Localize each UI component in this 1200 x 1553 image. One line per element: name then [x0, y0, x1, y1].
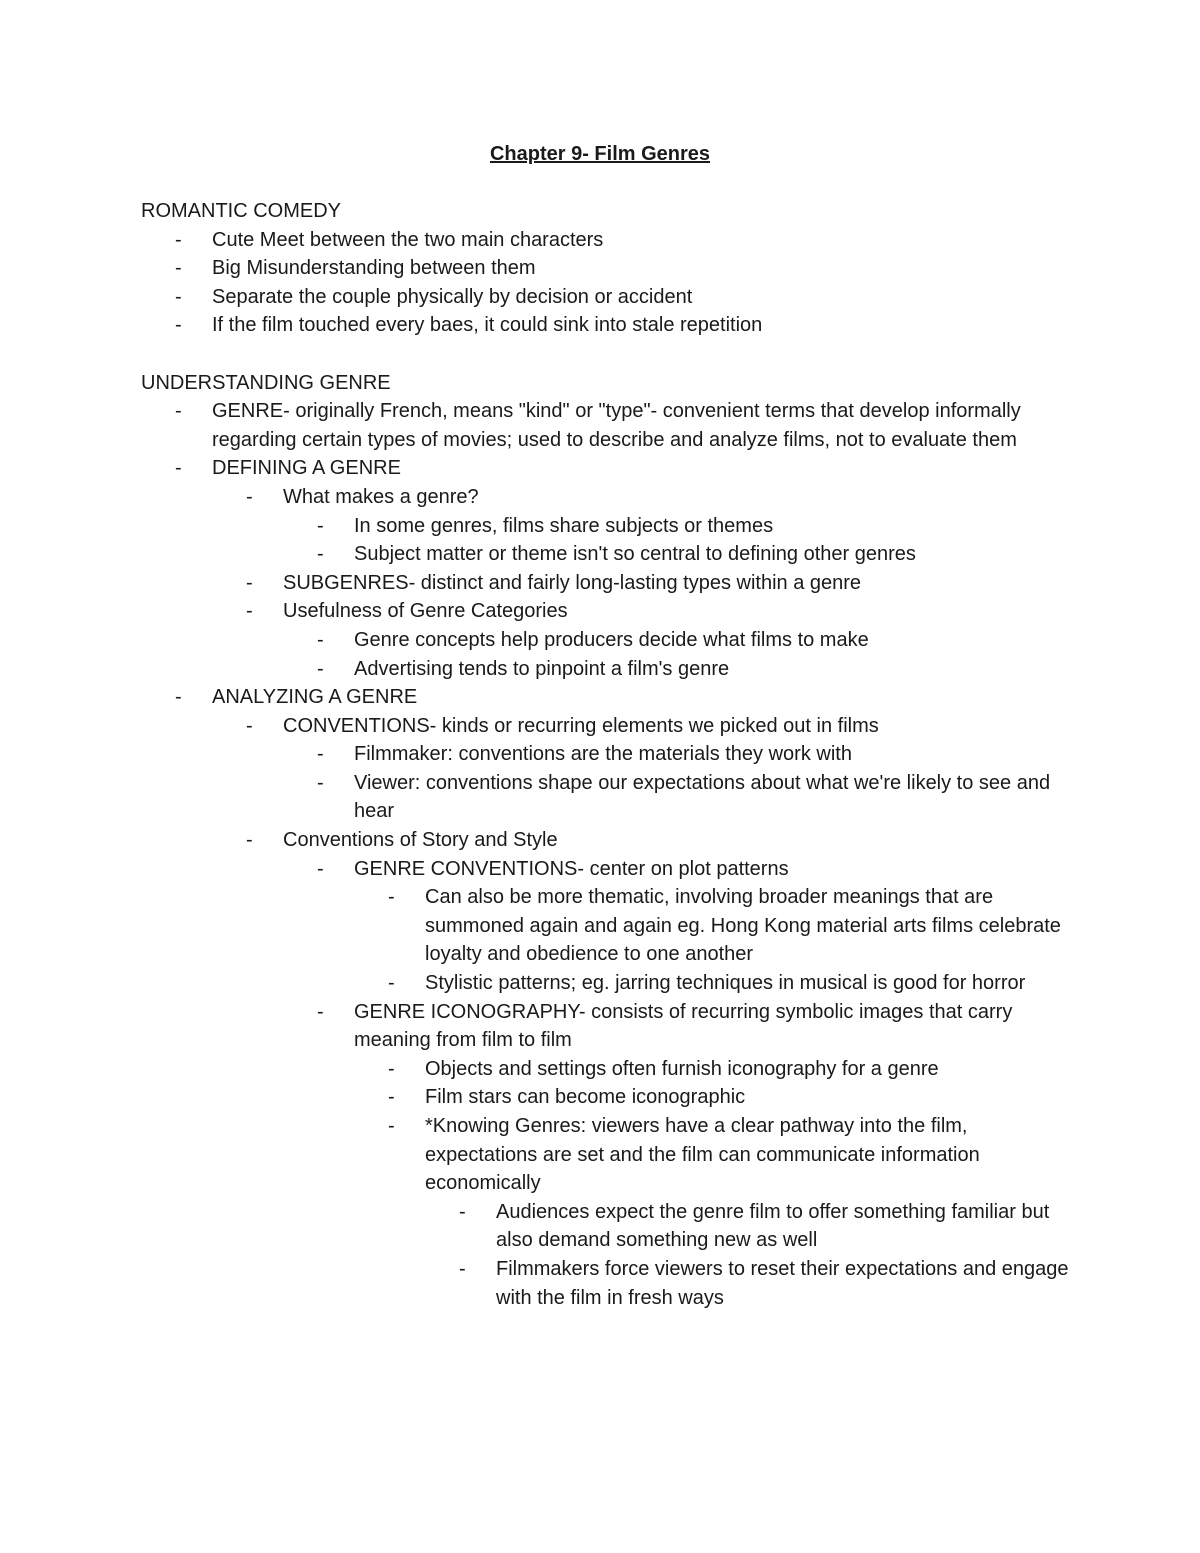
- list-item-text: If the film touched every baes, it could sink into stale repetition: [212, 314, 763, 337]
- dash-bullet-icon: -: [317, 743, 324, 766]
- list-item-text: DEFINING A GENRE: [212, 457, 401, 480]
- list-item: [212, 483, 1071, 569]
- page-title: Chapter 9- Film Genres: [489, 143, 711, 165]
- dash-bullet-icon: -: [459, 1257, 466, 1280]
- dash-bullet-icon: -: [175, 400, 182, 423]
- list-item: [141, 397, 1071, 454]
- section-heading: ROMANTIC COMEDY: [141, 200, 341, 222]
- list-item: [212, 597, 1071, 683]
- list-item-text: Objects and settings often furnish iconography for a genre: [425, 1057, 939, 1080]
- bullet-list: [141, 397, 1071, 1312]
- list-item-text: Advertising tends to pinpoint a film's genre: [354, 657, 730, 680]
- list-item: [283, 740, 1071, 769]
- list-item-text: Usefulness of Genre Categories: [283, 600, 568, 623]
- list-item-text: GENRE ICONOGRAPHY- consists of recurring symbolic images that carry meaning from film to film: [354, 1000, 1013, 1052]
- sub-bullet-list: [283, 740, 1071, 826]
- list-item: [425, 1198, 1071, 1255]
- dash-bullet-icon: -: [175, 228, 182, 251]
- dash-bullet-icon: -: [317, 543, 324, 566]
- dash-bullet-icon: -: [175, 257, 182, 280]
- list-item: [141, 226, 1071, 255]
- sub-bullet-list: [283, 855, 1071, 1313]
- list-item: [283, 540, 1071, 569]
- dash-bullet-icon: -: [246, 829, 253, 852]
- list-item: [141, 254, 1071, 283]
- list-item: [283, 512, 1071, 541]
- dash-bullet-icon: -: [175, 457, 182, 480]
- list-item: [354, 969, 1071, 998]
- list-item: [354, 1055, 1071, 1084]
- list-item: [283, 769, 1071, 826]
- dash-bullet-icon: -: [175, 686, 182, 709]
- list-item: [354, 1083, 1071, 1112]
- list-item-text: GENRE CONVENTIONS- center on plot patterns: [354, 857, 789, 880]
- list-item: [141, 454, 1071, 683]
- list-item-text: Big Misunderstanding between them: [212, 257, 536, 280]
- list-item-text: *Knowing Genres: viewers have a clear pathway into the film, expectations are set and the film can communicate information economically: [425, 1115, 980, 1195]
- list-item: [212, 569, 1071, 598]
- dash-bullet-icon: -: [388, 886, 395, 909]
- list-item: [212, 826, 1071, 1312]
- section-heading: UNDERSTANDING GENRE: [141, 371, 391, 394]
- dash-bullet-icon: -: [317, 628, 324, 651]
- dash-bullet-icon: -: [317, 1000, 324, 1023]
- dash-bullet-icon: -: [175, 314, 182, 337]
- list-item: [141, 311, 1071, 340]
- list-item-text: Genre concepts help producers decide what films to make: [354, 628, 869, 651]
- dash-bullet-icon: -: [459, 1200, 466, 1223]
- list-item-text: ANALYZING A GENRE: [212, 686, 418, 709]
- list-item-text: Can also be more thematic, involving broader meanings that are summoned again and again eg. Hong Kong material arts films celebrate loyalty and obedience to one another: [425, 886, 1061, 966]
- list-item-text: Conventions of Story and Style: [283, 829, 558, 852]
- list-item-text: Cute Meet between the two main characters: [212, 228, 604, 251]
- list-item-text: SUBGENRES- distinct and fairly long-lasting types within a genre: [283, 571, 862, 594]
- list-item: [283, 855, 1071, 998]
- list-item-text: Subject matter or theme isn't so central to defining other genres: [354, 543, 916, 566]
- list-item: [354, 1112, 1071, 1312]
- list-item: [212, 712, 1071, 826]
- section-spacer: [141, 340, 1071, 369]
- list-item-text: Viewer: conventions shape our expectations about what we're likely to see and hear: [354, 771, 1051, 823]
- dash-bullet-icon: -: [175, 285, 182, 308]
- dash-bullet-icon: -: [388, 1115, 395, 1137]
- dash-bullet-icon: -: [317, 771, 324, 794]
- list-item: [283, 998, 1071, 1313]
- dash-bullet-icon: -: [317, 657, 324, 680]
- notes-content: [141, 197, 1071, 1312]
- list-item: [425, 1255, 1071, 1312]
- sub-bullet-list: [354, 883, 1071, 997]
- list-item-text: What makes a genre?: [283, 485, 479, 508]
- sub-bullet-list: [283, 512, 1071, 569]
- dash-bullet-icon: -: [317, 857, 324, 880]
- dash-bullet-icon: -: [246, 485, 253, 508]
- list-item: [354, 883, 1071, 969]
- list-item-text: Film stars can become iconographic: [425, 1086, 746, 1109]
- dash-bullet-icon: -: [317, 514, 324, 537]
- list-item-text: Filmmaker: conventions are the materials they work with: [354, 743, 852, 766]
- list-item: [283, 626, 1071, 655]
- sub-bullet-list: [283, 626, 1071, 683]
- list-item-text: Separate the couple physically by decision or accident: [212, 285, 693, 308]
- dash-bullet-icon: -: [388, 1057, 395, 1080]
- list-item-text: GENRE- originally French, means "kind" or "type"- convenient terms that develop informally regarding certain types of movies; used to describe and analyze films, not to evaluate them: [212, 400, 1021, 451]
- sub-bullet-list: [212, 483, 1071, 683]
- dash-bullet-icon: -: [388, 1086, 395, 1109]
- list-item: [141, 683, 1071, 1312]
- list-item-text: Stylistic patterns; eg. jarring techniques in musical is good for horror: [425, 972, 1026, 995]
- bullet-list: [141, 226, 1071, 340]
- dash-bullet-icon: -: [246, 714, 253, 737]
- list-item-text: In some genres, films share subjects or themes: [354, 514, 774, 537]
- list-item-text: Audiences expect the genre film to offer something familiar but also demand something new as well: [496, 1200, 1050, 1252]
- list-item-text: CONVENTIONS- kinds or recurring elements we picked out in films: [283, 714, 879, 737]
- list-item-text: Filmmakers force viewers to reset their expectations and engage with the film in fresh ways: [496, 1257, 1069, 1309]
- list-item: [283, 655, 1071, 684]
- dash-bullet-icon: -: [246, 571, 253, 594]
- sub-bullet-list: [354, 1055, 1071, 1312]
- dash-bullet-icon: -: [388, 972, 395, 995]
- dash-bullet-icon: -: [246, 600, 253, 623]
- list-item: [141, 283, 1071, 312]
- sub-bullet-list: [212, 712, 1071, 1312]
- sub-bullet-list: [425, 1198, 1071, 1312]
